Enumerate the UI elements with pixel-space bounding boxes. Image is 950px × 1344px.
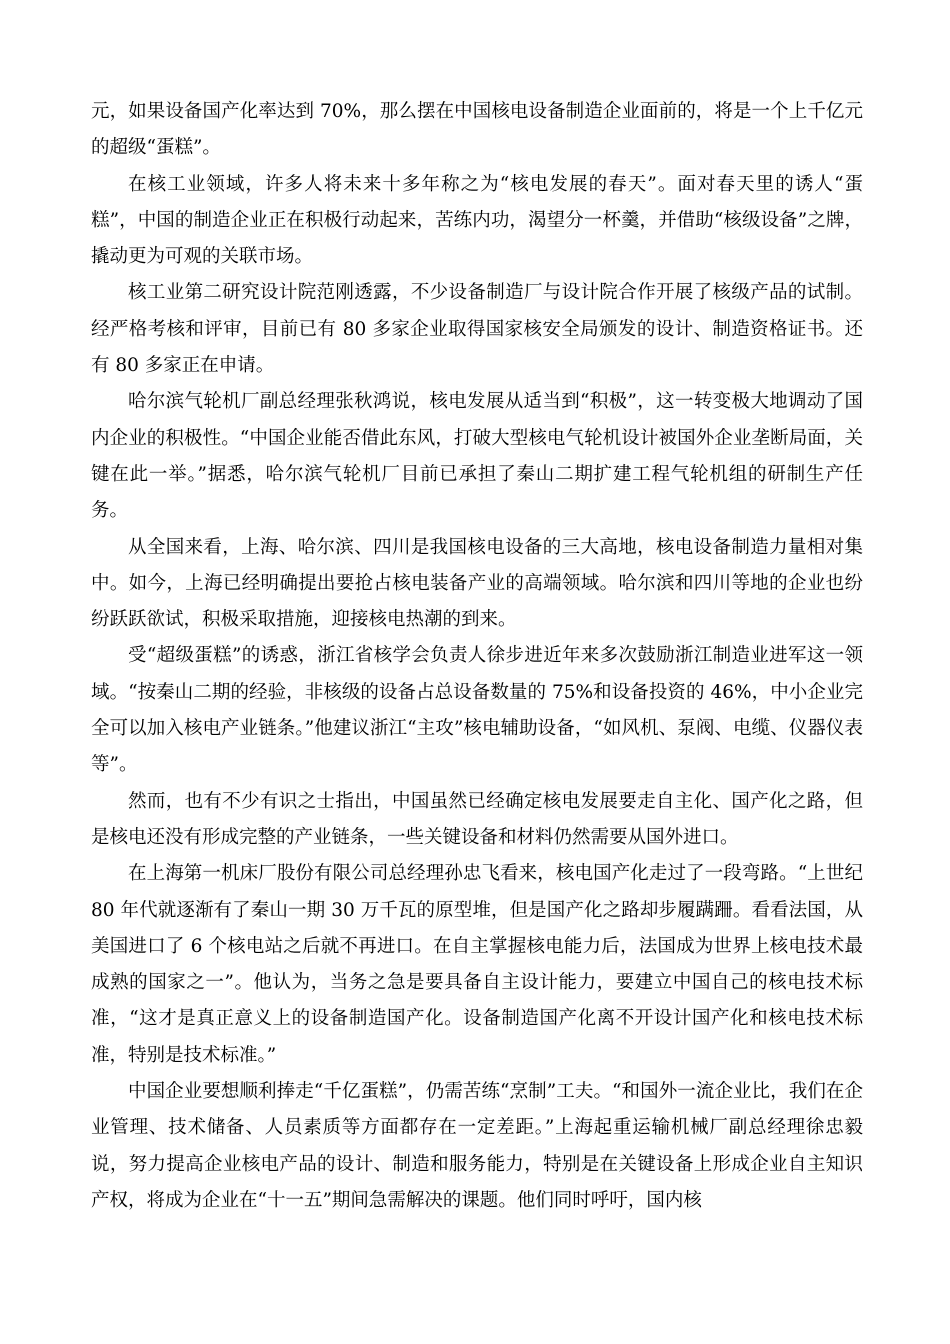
paragraph-design-institute: 核工业第二研究设计院范刚透露，不少设备制造厂与设计院合作开展了核级产品的试制。经严格考核和评审，目前已有 80 多家企业取得国家核安全局颁发的设计、制造资格证书。还有 80 多家正在申请。	[91, 282, 863, 377]
paragraph-three-highlands: 从全国来看，上海、哈尔滨、四川是我国核电设备的三大高地，核电设备制造力量相对集中。如今，上海已经明确提出要抢占核电装备产业的高端领域。哈尔滨和四川等地的企业也纷纷跃跃欲试，积极采取措施，迎接核电热潮的到来。	[91, 536, 863, 631]
paragraph-shanghai-machine-tool: 在上海第一机床厂股份有限公司总经理孙忠飞看来，核电国产化走过了一段弯路。“上世纪 80 年代就逐渐有了秦山一期 30 万千瓦的原型堆，但是国产化之路却步履蹒跚。看看法国，从美国进口了 6 个核电站之后就不再进口。在自主掌握核电能力后，法国成为世界上核电技术最成熟的国家之一”。他认为，当务之急是要具备自主设计能力，要建立中国自己的核电技术标准，“这才是真正意义上的设备制造国产化。设备制造国产化离不开设计国产化和核电技术标准，特别是技术标准。”	[91, 863, 863, 1066]
paragraph-continuation: 元，如果设备国产化率达到 70%，那么摆在中国核电设备制造企业面前的，将是一个上千亿元的超级“蛋糕”。	[91, 101, 863, 159]
paragraph-thousand-billion-cake: 中国企业要想顺利捧走“千亿蛋糕”，仍需苦练“烹制”工夫。“和国外一流企业比，我们在企业管理、技术储备、人员素质等方面都存在一定差距。”上海起重运输机械厂副总经理徐忠毅说，努力提高企业核电产品的设计、制造和服务能力，特别是在关键设备上形成企业自主知识产权，将成为企业在“十一五”期间急需解决的课题。他们同时呼吁，国内核	[91, 1081, 863, 1211]
paragraph-nuclear-spring: 在核工业领域，许多人将未来十多年称之为“核电发展的春天”。面对春天里的诱人“蛋糕”，中国的制造企业正在积极行动起来，苦练内功，渴望分一杯羹，并借助“核级设备”之牌，撬动更为可观的关联市场。	[91, 173, 863, 268]
paragraph-zhejiang: 受“超级蛋糕”的诱惑，浙江省核学会负责人徐步进近年来多次鼓励浙江制造业进军这一领域。“按秦山二期的经验，非核级的设备占总设备数量的 75%和设备投资的 46%，中小企业完全可以加入核电产业链条。”他建议浙江“主攻”核电辅助设备，“如风机、泵阀、电缆、仪器仪表等”。	[91, 645, 863, 776]
document-body	[91, 94, 863, 1219]
paragraph-industry-chain: 然而，也有不少有识之士指出，中国虽然已经确定核电发展要走自主化、国产化之路，但是核电还没有形成完整的产业链条，一些关键设备和材料仍然需要从国外进口。	[91, 790, 863, 848]
paragraph-harbin-turbine: 哈尔滨气轮机厂副总经理张秋鸿说，核电发展从适当到“积极”，这一转变极大地调动了国内企业的积极性。“中国企业能否借此东风，打破大型核电气轮机设计被国外企业垄断局面，关键在此一举。”据悉，哈尔滨气轮机厂目前已承担了秦山二期扩建工程气轮机组的研制生产任务。	[91, 391, 863, 522]
